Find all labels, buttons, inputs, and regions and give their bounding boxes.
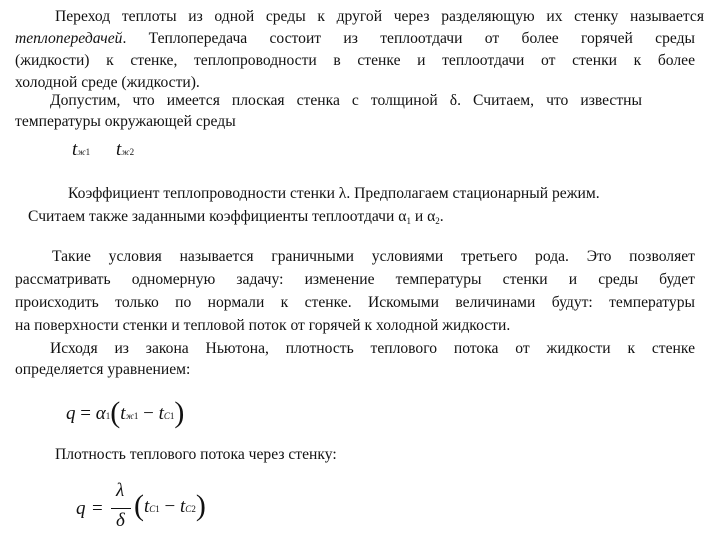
paragraph-1-line-2: теплопередачей. Теплопередача состоит из теплоотдачи от более горячей среды	[15, 30, 695, 47]
paragraph-5-line-1: Исходя из закона Ньютона, плотность теплового потока от жидкости к стенке	[50, 340, 695, 357]
temperatures-formula: tж1 tж2	[72, 139, 135, 160]
paragraph-1-line-3: (жидкости) к стенке, теплопроводности в стенке и теплоотдачи от стенки к более	[15, 52, 695, 69]
paragraph-4-line-1: Такие условия называется граничными условиями третьего рода. Это позволяет	[52, 248, 695, 265]
paragraph-2-line-2: температуры окружающей среды	[15, 113, 236, 130]
equation-newton: q = α1(tж1 − tС1)	[66, 396, 185, 429]
paragraph-4-line-3: происходить только по нормали к стенке. Искомыми величинами будут: температуры	[15, 294, 695, 311]
paragraph-4-line-4: на поверхности стенки и тепловой поток от горячей к холодной жидкости.	[15, 317, 511, 334]
paragraph-2-line-1: Допустим, что имеется плоская стенка с толщиной δ. Считаем, что известны	[50, 92, 642, 109]
term-heat-transfer: теплопередачей	[15, 30, 123, 47]
paragraph-3-line-2: Считаем также заданными коэффициенты теплоотдачи $\alpha_1$ и $\alpha_2$.	[28, 208, 444, 226]
paragraph-6-line-1: Плотность теплового потока через стенку:	[55, 446, 337, 463]
paragraph-3-line-1: Коэффициент теплопроводности стенки λ. Предполагаем стационарный режим.	[68, 185, 600, 202]
paragraph-4-line-2: рассматривать одномерную задачу: изменение температуры стенки и среды будет	[15, 271, 695, 288]
paragraph-5-line-2: определяется уравнением:	[15, 361, 191, 378]
paragraph-1-line-1: Переход теплоты из одной среды к другой через разделяющую их стенку называется	[55, 8, 704, 25]
paragraph-1-line-4: холодной среде (жидкости).	[15, 74, 200, 91]
